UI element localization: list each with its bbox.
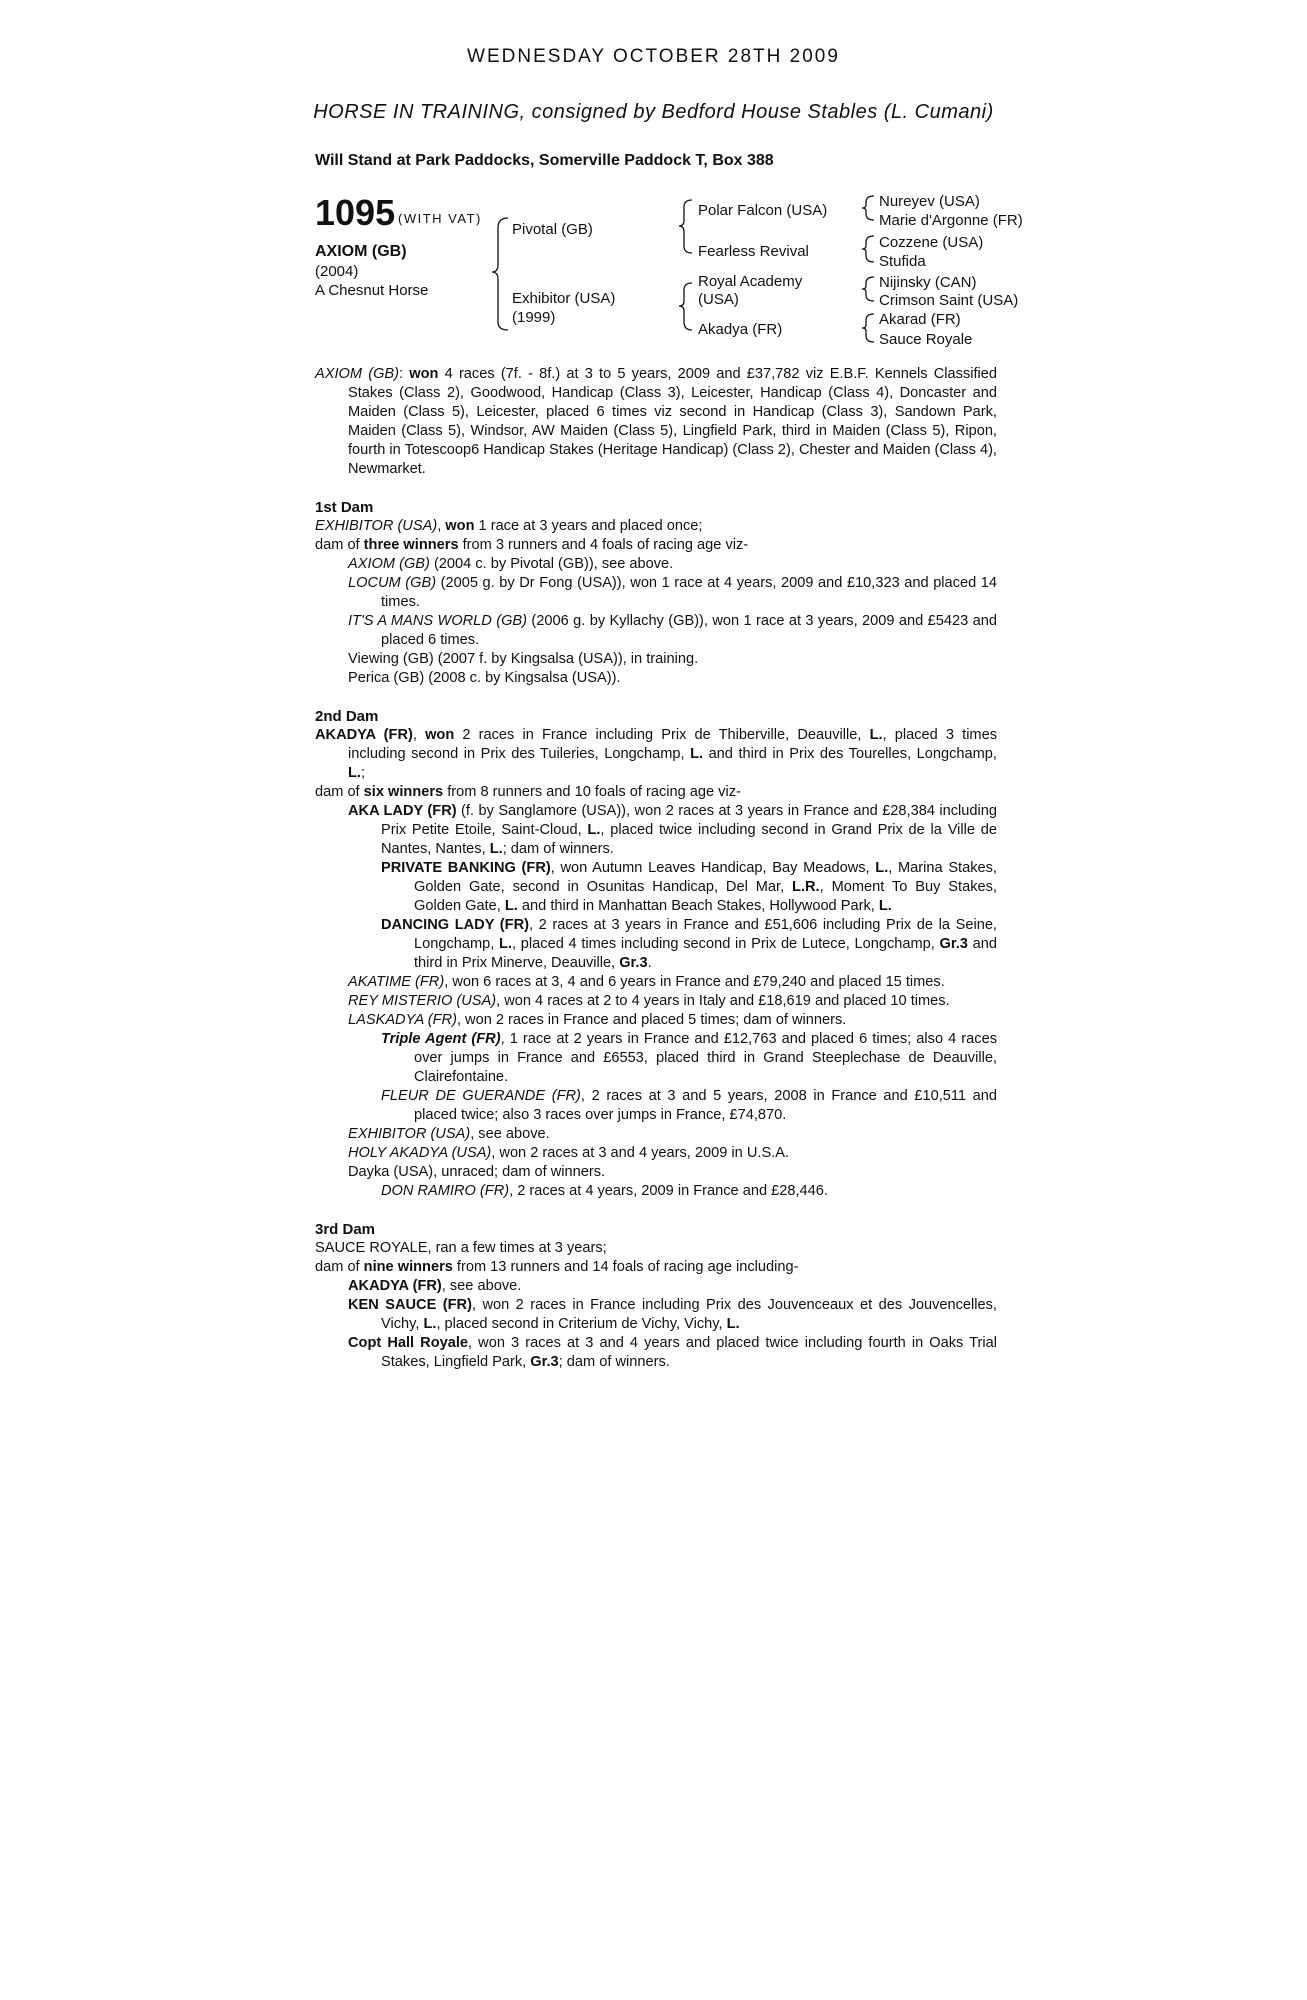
- third-dam-heading: 3rd Dam: [315, 1221, 376, 1238]
- consignment-line: HORSE IN TRAINING, consigned by Bedford House Stables (L. Cumani): [313, 101, 994, 123]
- dam-sire-country: (USA): [698, 291, 739, 308]
- second-dam-produce-summary: dam of six winners from 8 runners and 10 foals of racing age viz-: [315, 784, 741, 800]
- produce-entry: Perica (GB) (2008 c. by Kingsalsa (USA)).: [348, 670, 621, 686]
- stand-location: Will Stand at Park Paddocks, Somerville Paddock T, Box 388: [315, 152, 774, 169]
- third-dam-produce-summary: dam of nine winners from 13 runners and 14 foals of racing age including-: [315, 1259, 799, 1275]
- produce-entry: HOLY AKADYA (USA), won 2 races at 3 and 4 years, 2009 in U.S.A.: [348, 1145, 790, 1161]
- second-dam-line: AKADYA (FR), won 2 races in France including Prix de Thiberville, Deauville, L., placed 3 times including second in Prix des Tuileries, Longchamp, L. and third in Prix des Tourelles, Longchamp, L.;: [315, 727, 997, 781]
- first-dam-produce-summary: dam of three winners from 3 runners and 4 foals of racing age viz-: [315, 537, 749, 553]
- produce-entry: DON RAMIRO (FR), 2 races at 4 years, 2009 in France and £28,446.: [381, 1183, 828, 1199]
- dam: Exhibitor (USA): [512, 290, 616, 307]
- produce-entry: AKADYA (FR), see above.: [348, 1278, 522, 1294]
- sd-dam: Stufida: [879, 253, 926, 270]
- third-dam-line: SAUCE ROYALE, ran a few times at 3 years;: [315, 1240, 607, 1256]
- catalogue-text: [315, 365, 997, 1372]
- vat-note: (WITH VAT): [398, 211, 482, 226]
- dd-sire: Akarad (FR): [879, 311, 961, 328]
- produce-entry: DANCING LADY (FR), 2 races at 3 years in France and £51,606 including Prix de la Seine, Longchamp, L., placed 4 times including second in Prix de Lutece, Longchamp, Gr.3 and third in Prix Minerve, Deauville, Gr.3.: [381, 917, 997, 971]
- ds-dam: Crimson Saint (USA): [879, 292, 1019, 309]
- lot-number: 1095: [315, 192, 396, 233]
- sire-sire: Polar Falcon (USA): [698, 202, 828, 219]
- horse-name: AXIOM (GB): [315, 243, 407, 260]
- pedigree-brackets: [0, 0, 1307, 360]
- produce-entry: KEN SAUCE (FR), won 2 races in France including Prix des Jouvenceaux et des Jouvencelles, Vichy, L., placed second in Criterium de Vichy, Vichy, L.: [348, 1297, 997, 1332]
- produce-entry: IT'S A MANS WORLD (GB) (2006 g. by Kyllachy (GB)), won 1 race at 3 years, 2009 and £5423 and placed 6 times.: [348, 613, 997, 648]
- second-dam-heading: 2nd Dam: [315, 708, 379, 725]
- sd-sire: Cozzene (USA): [879, 234, 984, 251]
- horse-description: A Chesnut Horse: [315, 282, 429, 299]
- produce-entry: Copt Hall Royale, won 3 races at 3 and 4 years and placed twice including fourth in Oaks Trial Stakes, Lingfield Park, Gr.3; dam of winners.: [348, 1335, 997, 1370]
- produce-entry: Viewing (GB) (2007 f. by Kingsalsa (USA)), in training.: [348, 651, 699, 667]
- ds-sire: Nijinsky (CAN): [879, 274, 977, 291]
- sale-date: WEDNESDAY OCTOBER 28TH 2009: [467, 46, 840, 67]
- produce-entry: PRIVATE BANKING (FR), won Autumn Leaves Handicap, Bay Meadows, L., Marina Stakes, Golden Gate, second in Osunitas Handicap, Del Mar, L.R., Moment To Buy Stakes, Golden Gate, L. and third in Manhattan Beach Stakes, Hollywood Park, L.: [381, 860, 997, 914]
- dd-dam: Sauce Royale: [879, 331, 973, 348]
- horse-year: (2004): [315, 263, 359, 280]
- produce-entry: EXHIBITOR (USA), see above.: [348, 1126, 550, 1142]
- sire-dam: Fearless Revival: [698, 243, 809, 260]
- dam-sire: Royal Academy: [698, 273, 803, 290]
- ss-dam: Marie d'Argonne (FR): [879, 212, 1023, 229]
- produce-entry: Dayka (USA), unraced; dam of winners.: [348, 1164, 606, 1180]
- produce-entry: AXIOM (GB) (2004 c. by Pivotal (GB)), see above.: [348, 556, 674, 572]
- ss-sire: Nureyev (USA): [879, 193, 980, 210]
- produce-entry: LOCUM (GB) (2005 g. by Dr Fong (USA)), won 1 race at 4 years, 2009 and £10,323 and placed 14 times.: [348, 575, 997, 610]
- produce-entry: FLEUR DE GUERANDE (FR), 2 races at 3 and 5 years, 2008 in France and £10,511 and placed twice; also 3 races over jumps in France, £74,870.: [381, 1088, 997, 1123]
- produce-entry: AKATIME (FR), won 6 races at 3, 4 and 6 years in France and £79,240 and placed 15 times.: [348, 974, 945, 990]
- first-dam-line: EXHIBITOR (USA), won 1 race at 3 years and placed once;: [315, 518, 703, 534]
- sire: Pivotal (GB): [512, 221, 593, 238]
- produce-entry: LASKADYA (FR), won 2 races in France and placed 5 times; dam of winners.: [348, 1012, 847, 1028]
- produce-entry: AKA LADY (FR) (f. by Sanglamore (USA)), won 2 races at 3 years in France and £28,384 including Prix Petite Etoile, Saint-Cloud, L., placed twice including second in Grand Prix de la Ville de Nantes, Nantes, L.; dam of winners.: [348, 803, 998, 857]
- first-dam-heading: 1st Dam: [315, 499, 374, 516]
- produce-entry: REY MISTERIO (USA), won 4 races at 2 to 4 years in Italy and £18,619 and placed 10 times.: [348, 993, 950, 1009]
- dam-year: (1999): [512, 309, 556, 326]
- race-record: AXIOM (GB): won 4 races (7f. - 8f.) at 3 to 5 years, 2009 and £37,782 viz E.B.F. Kennels Classified Stakes (Class 2), Goodwood, Handicap (Class 3), Leicester, Handicap (Class 4), Doncaster and Maiden (Class 5), Leicester, placed 6 times viz second in Handicap (Class 3), Sandown Park, Maiden (Class 5), Windsor, AW Maiden (Class 5), Lingfield Park, third in Maiden (Class 5), Ripon, fourth in Totescoop6 Handicap Stakes (Heritage Handicap) (Class 2), Chester and Maiden (Class 4), Newmarket.: [315, 366, 998, 477]
- produce-entry: Triple Agent (FR), 1 race at 2 years in France and £12,763 and placed 6 times; also 4 races over jumps in France and £6553, placed third in Grand Steeplechase de Deauville, Clairefontaine.: [381, 1031, 997, 1085]
- dam-dam: Akadya (FR): [698, 321, 783, 338]
